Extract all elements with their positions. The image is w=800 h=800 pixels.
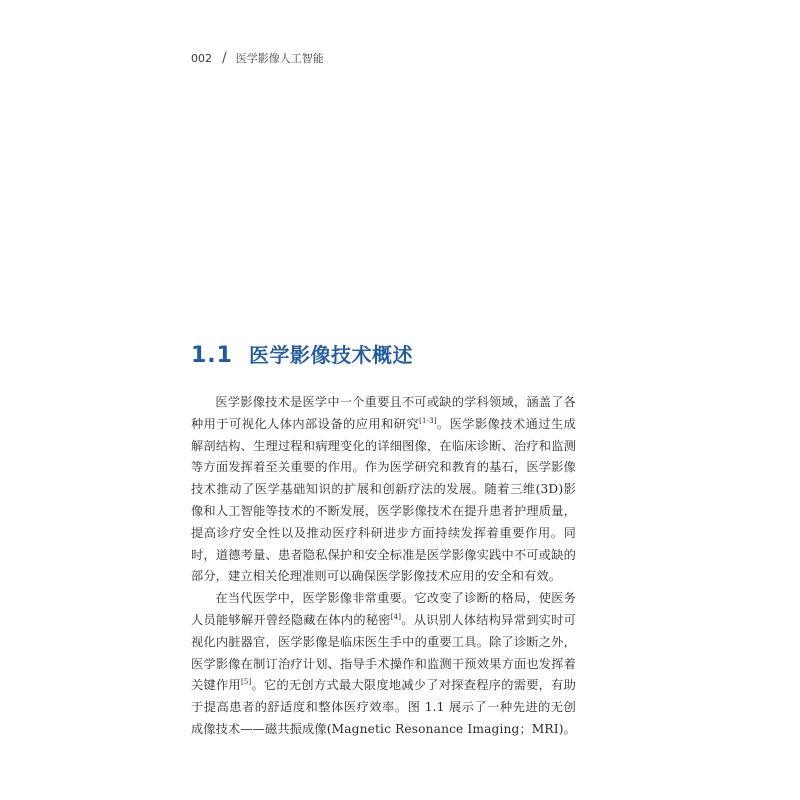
section-heading <box>191 339 413 368</box>
text-segment: 。从识别人体结构异常到实时可视化内脏器官，医学影像是临床医生手中的重要工具。除了诊断之外，医学影像在制订治疗计划、指导手术操作和监测干预效果方面也发挥着关键作用 <box>191 612 576 693</box>
section-number: 1.1 <box>191 343 233 368</box>
citation-ref: [4] <box>390 612 402 621</box>
citation-ref: [1-3] <box>419 416 437 425</box>
citation-ref: [5] <box>240 678 252 687</box>
section-title: 医学影像技术概述 <box>249 343 413 367</box>
text-segment: 。医学影像技术通过生成解剖结构、生理过程和病理变化的详细图像，在临床诊断、治疗和监测等方面发挥着至关重要的作用。作为医学研究和教育的基石，医学影像技术推动了医学基础知识的扩展和创新疗法的发展。随着三维(3D)影像和人工智能等技术的不断发展，医学影像技术在提升患者护理质量，提高诊疗安全性以及推动医疗科研进步方面持续发挥着重要作用。同时，道德考量、患者隐私保护和安全标准是医学影像实践中不可或缺的部分，建立相关伦理准则可以确保医学影像技术应用的安全和有效。 <box>191 416 576 584</box>
body-text <box>191 392 576 741</box>
paragraph <box>191 588 576 741</box>
book-title: 医学影像人工智能 <box>235 52 324 65</box>
text-segment: 在当代医学中，医学影像非常重要。它改变了诊断的格局，使医务人员能够解开曾经隐藏在体内的秘密 <box>191 591 576 627</box>
text-segment: 。它的无创方式最大限度地减少了对探查程序的需要，有助于提高患者的舒适度和整体医疗效率。图 1.1 展示了一种先进的无创成像技术——磁共振成像(Magnetic Resonance Imaging；MRI)。 <box>191 678 576 736</box>
running-header <box>191 50 324 66</box>
page-number: 002 <box>191 51 212 65</box>
paragraph <box>191 392 576 588</box>
header-separator: / <box>222 50 227 66</box>
text-segment: 医学影像技术是医学中一个重要且不可或缺的学科领域，涵盖了各种用于可视化人体内部设备的应用和研究 <box>191 395 576 431</box>
